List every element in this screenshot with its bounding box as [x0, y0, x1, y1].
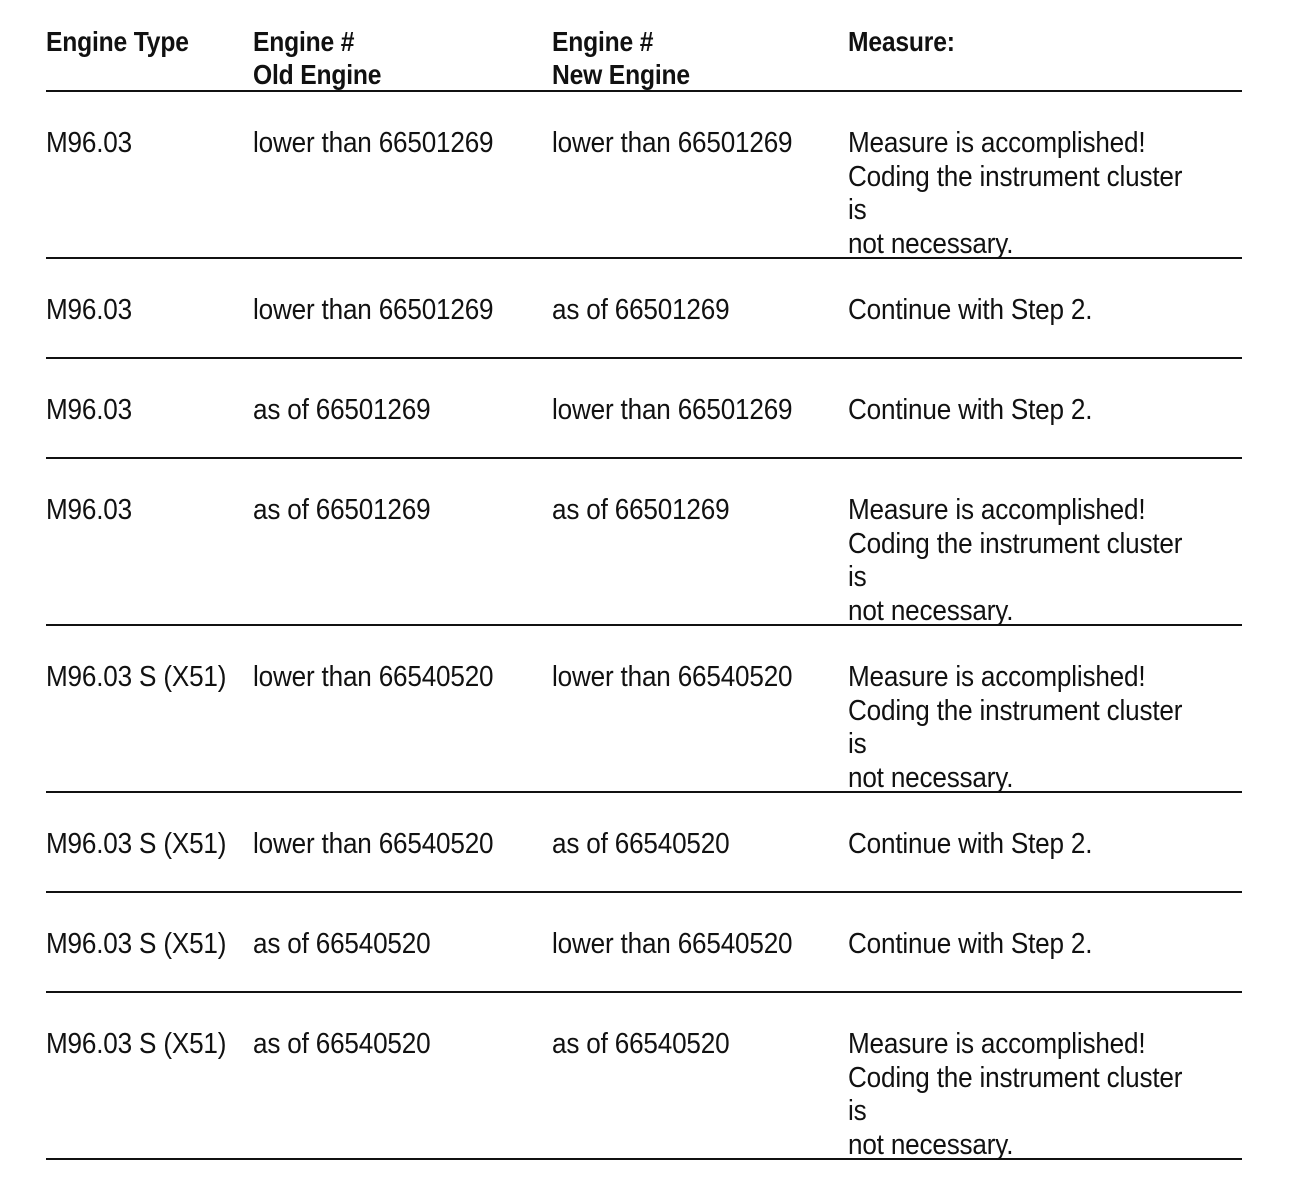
header-old-engine-number: Engine # Old Engine	[253, 26, 382, 90]
measure-cell: Measure is accomplished! Coding the instrument cluster is not necessary.	[848, 494, 1183, 627]
engine-type-cell: M96.03	[46, 494, 132, 526]
new-engine-cell: lower than 66540520	[552, 928, 793, 960]
new-engine-cell: as of 66501269	[552, 294, 730, 326]
engine-type-cell: M96.03 S (X51)	[46, 661, 227, 693]
old-engine-cell: as of 66540520	[253, 928, 431, 960]
old-engine-cell: as of 66501269	[253, 494, 431, 526]
table-row	[46, 359, 1242, 459]
engine-type-cell: M96.03	[46, 394, 132, 426]
table-row	[46, 259, 1242, 359]
engine-type-cell: M96.03	[46, 127, 132, 159]
new-engine-cell: as of 66540520	[552, 1028, 730, 1060]
new-engine-cell: lower than 66501269	[552, 127, 793, 159]
table-row	[46, 92, 1242, 259]
header-measure: Measure:	[848, 26, 955, 57]
table-header-row	[46, 24, 1242, 92]
measure-cell: Continue with Step 2.	[848, 928, 1093, 960]
table-row	[46, 893, 1242, 993]
measure-cell: Measure is accomplished! Coding the instrument cluster is not necessary.	[848, 127, 1183, 260]
engine-measure-table	[46, 24, 1242, 1160]
new-engine-cell: as of 66540520	[552, 828, 730, 860]
engine-type-cell: M96.03 S (X51)	[46, 928, 227, 960]
measure-cell: Measure is accomplished! Coding the instrument cluster is not necessary.	[848, 1028, 1183, 1161]
header-engine-type: Engine Type	[46, 26, 189, 57]
new-engine-cell: lower than 66540520	[552, 661, 793, 693]
header-new-engine-number: Engine # New Engine	[552, 26, 690, 90]
engine-type-cell: M96.03 S (X51)	[46, 828, 227, 860]
measure-cell: Continue with Step 2.	[848, 394, 1093, 426]
engine-type-cell: M96.03	[46, 294, 132, 326]
engine-type-cell: M96.03 S (X51)	[46, 1028, 227, 1060]
table-row	[46, 793, 1242, 893]
table-row	[46, 993, 1242, 1160]
old-engine-cell: as of 66540520	[253, 1028, 431, 1060]
measure-cell: Measure is accomplished! Coding the instrument cluster is not necessary.	[848, 661, 1183, 794]
old-engine-cell: as of 66501269	[253, 394, 431, 426]
measure-cell: Continue with Step 2.	[848, 828, 1093, 860]
old-engine-cell: lower than 66540520	[253, 828, 494, 860]
new-engine-cell: lower than 66501269	[552, 394, 793, 426]
old-engine-cell: lower than 66501269	[253, 127, 494, 159]
measure-cell: Continue with Step 2.	[848, 294, 1093, 326]
table-row	[46, 459, 1242, 626]
new-engine-cell: as of 66501269	[552, 494, 730, 526]
old-engine-cell: lower than 66540520	[253, 661, 494, 693]
old-engine-cell: lower than 66501269	[253, 294, 494, 326]
table-row	[46, 626, 1242, 793]
